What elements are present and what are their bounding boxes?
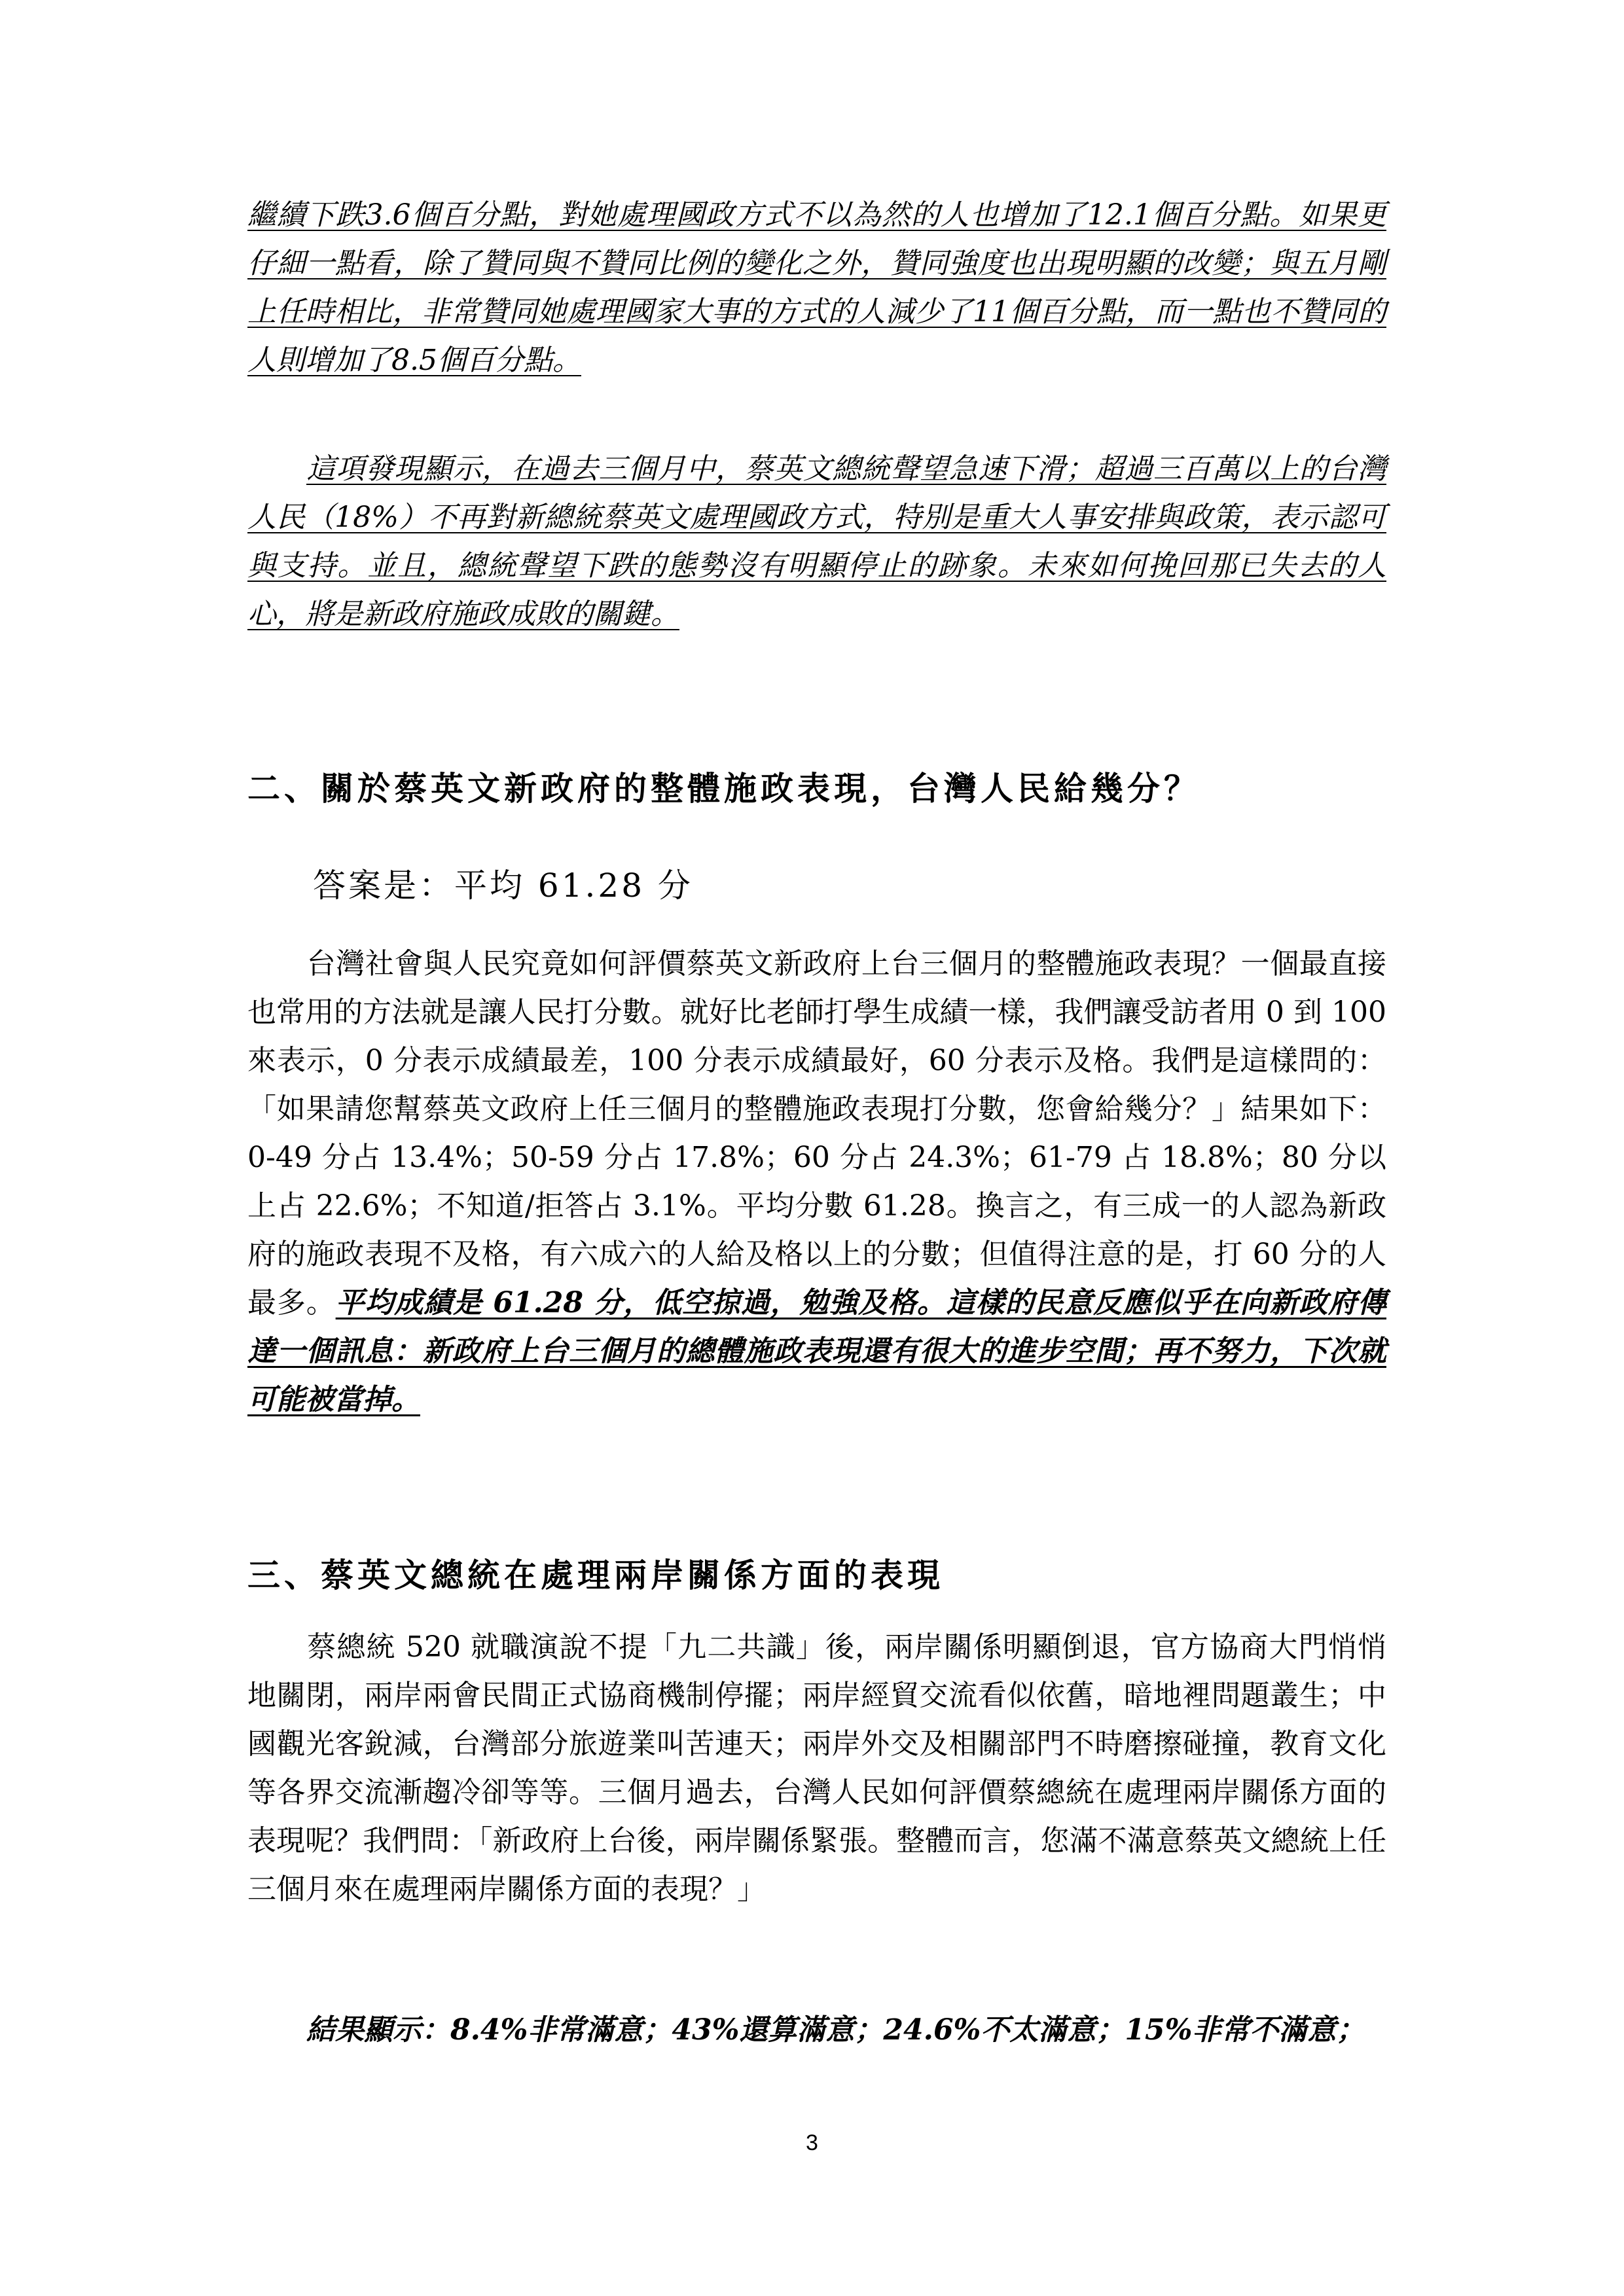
section-heading-text: 三、蔡英文總統在處理兩岸關係方面的表現 bbox=[247, 1556, 944, 1594]
paragraph-text: 蔡總統 520 就職演說不提「九二共識」後，兩岸關係明顯倒退，官方協商大門悄悄地關閉，兩岸兩會民間正式協商機制停擺；兩岸經貿交流看似依舊，暗地裡問題叢生；中國觀光客銳減，台灣部分旅遊業叫苦連天；兩岸外交及相關部門不時磨擦碰撞，教育文化等各界交流漸趨冷卻等等。三個月過去，台灣人民如何評價蔡總統在處理兩岸關係方面的表現呢？我們問：「新政府上台後，兩岸關係緊張。整體而言，您滿不滿意蔡英文總統上任三個月來在處理兩岸關係方面的表現？」 bbox=[247, 1630, 1386, 1906]
paragraph-emphasis: 平均成績是 61.28 分，低空掠過，勉強及格。這樣的民意反應似乎在向新政府傳達一個訊息：新政府上台三個月的總體施政表現還有很大的進步空間；再不努力，下次就可能被當掉。 bbox=[247, 1286, 1387, 1416]
answer-text: 答案是：平均 61.28 分 bbox=[313, 867, 693, 905]
paragraph-approval-finding bbox=[247, 445, 1386, 639]
paragraph-cross-strait-result bbox=[247, 2006, 1386, 2054]
paragraph-cross-strait bbox=[247, 1623, 1386, 1914]
paragraph-score-results bbox=[247, 940, 1386, 1424]
paragraph-text: 繼續下跌3.6個百分點，對她處理國政方式不以為然的人也增加了12.1個百分點。如果更仔細一點看，除了贊同與不贊同比例的變化之外，贊同強度也出現明顯的改變；與五月剛上任時相比，非常贊同她處理國家大事的方式的人減少了11個百分點，而一點也不贊同的人則增加了8.5個百分點。 bbox=[247, 198, 1386, 377]
paragraph-approval-change bbox=[247, 191, 1386, 385]
paragraph-text: 台灣社會與人民究竟如何評價蔡英文新政府上台三個月的整體施政表現？一個最直接也常用的方法就是讓人民打分數。就好比老師打學生成績一樣，我們讓受訪者用 0 到 100 來表示，0 分表示成績最差，100 分表示成績最好，60 分表示及格。我們是這樣問的：「如果請您幫蔡英文政府上任三個月的整體施政表現打分數，您會給幾分？」結果如下：0-49 分占 13.4%；50-59 分占 17.8%；60 分占 24.3%；61-79 占 18.8%；80 分以上占 22.6%；不知道/拒答占 3.1%。平均分數 61.28。換言之，有三成一的人認為新政府的施政表現不及格，有六成六的人給及格以上的分數；但值得注意的是，打 60 分的人最多。 bbox=[247, 947, 1386, 1319]
page-number: 3 bbox=[806, 2130, 818, 2155]
section-heading-overall-score bbox=[247, 766, 1386, 812]
paragraph-text: 結果顯示：8.4%非常滿意；43%還算滿意；24.6%不太滿意；15%非常不滿意； bbox=[306, 2013, 1365, 2047]
section-heading-text: 二、關於蔡英文新政府的整體施政表現，台灣人民給幾分？ bbox=[247, 769, 1200, 808]
section-heading-cross-strait bbox=[247, 1552, 1386, 1598]
paragraph-text: 這項發現顯示，在過去三個月中，蔡英文總統聲望急速下滑；超過三百萬以上的台灣人民（18%）不再對新總統蔡英文處理國政方式，特別是重大人事安排與政策，表示認可與支持。並且，總統聲望下跌的態勢沒有明顯停止的跡象。未來如何挽回那已失去的人心，將是新政府施政成敗的關鍵。 bbox=[247, 452, 1386, 631]
answer-line bbox=[247, 863, 1386, 908]
